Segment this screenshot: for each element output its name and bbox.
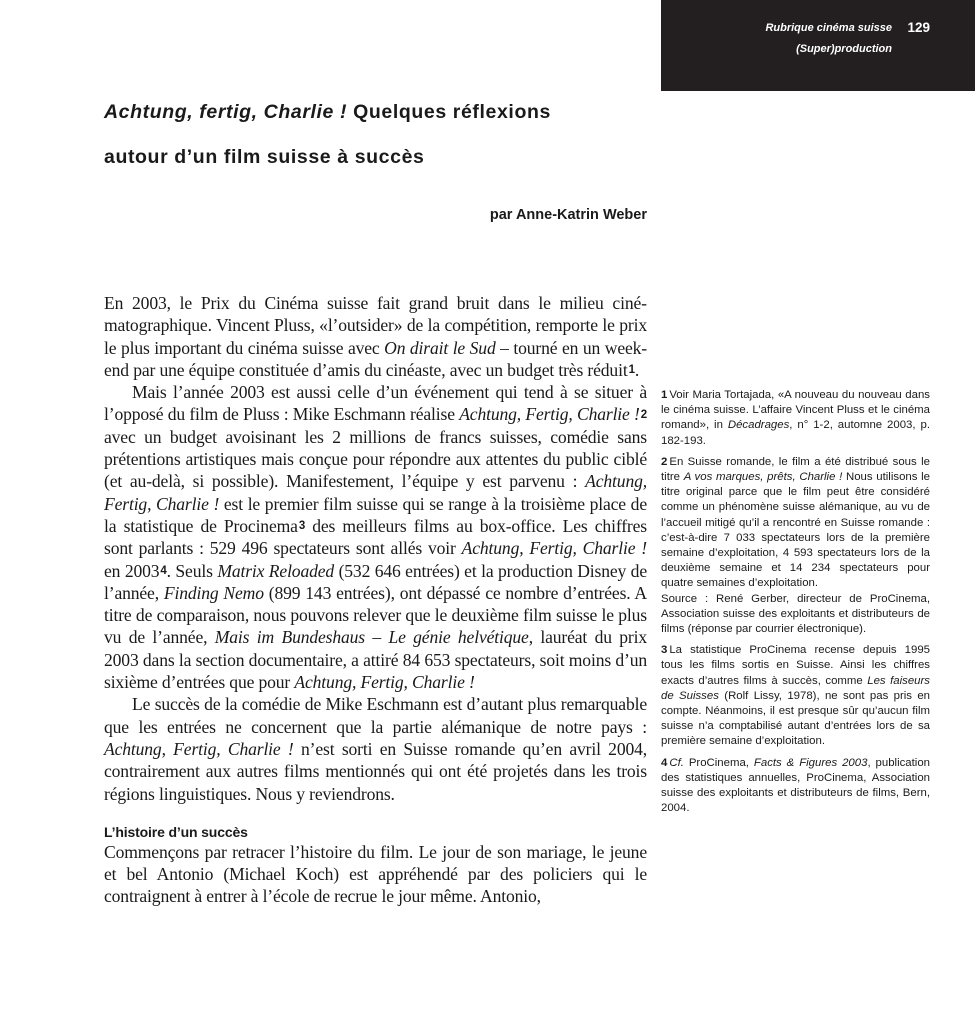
footnote-ref-1[interactable]: 1 bbox=[628, 364, 635, 377]
footnote-source: Source : René Gerber, directeur de ProCinema, Association suisse des exploitants et distributeurs de films (réponse par courrier électronique). bbox=[661, 592, 930, 636]
footnote-4 bbox=[661, 756, 930, 817]
text-run: . bbox=[634, 359, 640, 380]
text-run: est le premier film suisse qui se range à la troisième place de la statistique de Procinema bbox=[104, 493, 647, 536]
section-heading: L’histoire d’un succès bbox=[104, 823, 248, 840]
text-run: avec un budget avoisinant les 2 millions de francs suisses, comédie sans prétentions artistiques mais conçue pour répondre aux attentes du public ciblé (et au-delà, si possible). Manifestement, l’équipe y est parvenu : bbox=[104, 426, 647, 492]
paragraph-3 bbox=[104, 693, 647, 804]
text-run: Mais l’année 2003 est aussi celle d’un événement qui tend à se situer à l’opposé du film de Pluss : Mike Eschmann réalise bbox=[104, 382, 647, 425]
article-title-line-2: autour d’un film suisse à succès bbox=[104, 146, 425, 168]
film-title: Achtung, Fertig, Charlie ! bbox=[461, 538, 647, 559]
text-run: Le succès de la comédie de Mike Eschmann est d’autant plus remarquable que les entrées ne concernent que la partie alémanique de notre pays : bbox=[104, 694, 647, 737]
footnotes-column bbox=[661, 388, 930, 822]
footnote-number: 3 bbox=[661, 644, 668, 657]
film-title: Achtung, Fertig, Charlie ! bbox=[104, 471, 647, 514]
film-title: Achtung, Fertig, Charlie ! bbox=[294, 672, 475, 693]
film-title: Finding Nemo bbox=[163, 582, 264, 603]
footnote-ref-3[interactable]: 3 bbox=[298, 520, 306, 533]
footnote-number: 1 bbox=[661, 389, 668, 401]
footnote-1 bbox=[661, 388, 930, 449]
text-run: – tourné en un week-end par une équipe constituée d’amis du cinéaste, avec un budget très réduit bbox=[104, 337, 647, 380]
film-title: Achtung, Fertig, Charlie ! bbox=[104, 738, 294, 759]
article-title-film: Achtung, fertig, Charlie ! bbox=[104, 101, 348, 123]
footnote-3 bbox=[661, 643, 930, 749]
paragraph-4: Commençons par retracer l’histoire du film. Le jour de son mariage, le jeune et bel Antonio (Michael Koch) est appréhendé par des policiers qui le contraignent à entrer à l’école de recrue le jour même. Antonio, bbox=[104, 841, 647, 907]
running-header bbox=[661, 0, 975, 91]
film-title: Matrix Reloaded bbox=[217, 560, 335, 581]
film-title: Mais im Bundeshaus – Le génie helvétique bbox=[214, 627, 529, 648]
publication-title: Décadrages bbox=[727, 419, 790, 432]
film-title: Achtung, Fertig, Charlie ! bbox=[459, 404, 640, 425]
text-run: Nous utilisons le titre original parce que le film peut être considéré comme un phénomène suisse alémanique, au vu de l’accueil mitigé qu’il a rencontré en Suisse romande : c’est-à-dire 7 033 spectateurs lors de la première semaine d’exploitation, 4 593 spectateurs lors de la deuxième semaine et 14 234 spectateurs pour quatre semaines d’exploitation. bbox=[661, 471, 930, 590]
footnote-number: 4 bbox=[661, 756, 668, 769]
text-run: en 2003 bbox=[104, 560, 160, 581]
article-title bbox=[104, 90, 664, 180]
text-run: En Suisse romande, le film a été distribué sous le titre bbox=[661, 455, 930, 484]
film-title: On dirait le Sud bbox=[384, 337, 496, 358]
footnote-ref-4[interactable]: 4 bbox=[160, 564, 167, 577]
text-run: n’est sorti en Suisse romande qu’en avril 2004, contrairement aux autres films mentionnés qui ont été projetés dans les trois régions linguistiques. Nous y reviendrons. bbox=[104, 738, 648, 804]
text-run: Voir Maria Tortajada, «A nouveau du nouveau dans le cinéma suisse. L’affaire Vincent Pluss et le cinéma romand», in bbox=[661, 389, 930, 432]
text-run: Cf. bbox=[669, 756, 684, 769]
page-number: 129 bbox=[907, 20, 930, 35]
footnote-2 bbox=[661, 455, 930, 637]
text-run: . Seuls bbox=[166, 560, 218, 581]
paragraph-1 bbox=[104, 292, 647, 381]
footnote-number: 2 bbox=[661, 455, 668, 468]
text-run: , lauréat du prix 2003 dans la section documentaire, a attiré 84 653 spectateurs, soit moins d’un sixième d’entrées que pour bbox=[104, 627, 648, 693]
text-run: , publication des statistiques annuelles, ProCinema, Association suisse des exploitants et distributeurs de films, Bern, 2004. bbox=[661, 756, 931, 815]
film-title: A vos marques, prêts, Charlie ! bbox=[683, 471, 843, 484]
footnote-ref-2[interactable]: 2 bbox=[640, 408, 647, 421]
text-run: (532 646 entrées) et la production Disney de l’année, bbox=[104, 560, 647, 603]
text-run: (899 143 entrées), ont dépassé ce nombre d’entrées. A titre de comparaison, nous pouvons relever que le deuxième film suisse le plus vu de l’année, bbox=[104, 582, 647, 648]
text-run: ProCinema, bbox=[683, 756, 754, 769]
text-run: (Rolf Lissy, 1978), ne sont pas pris en compte. Néanmoins, il est presque sûr qu’aucun film suisse n’a comptabilisé autant d’entrées lors de sa première semaine d’exploitation. bbox=[661, 689, 931, 748]
text-run: , n° 1-2, automne 2003, p. 182-193. bbox=[661, 419, 930, 447]
text-run: des meilleurs films au box-office. Les chiffres sont parlants : 529 496 spectateurs sont allés voir bbox=[104, 515, 647, 559]
publication-title: Facts & Figures 2003 bbox=[753, 756, 868, 769]
text-run: La statistique ProCinema recense depuis 1995 tous les films sortis en Suisse. Ainsi les chiffres exacts d’autres films à succès, comme bbox=[661, 644, 930, 687]
running-header-section: (Super)production bbox=[796, 43, 892, 55]
text-run: En 2003, le Prix du Cinéma suisse fait grand bruit dans le milieu cinématographique. Vincent Pluss, «l’outsider» de la compétition, remporte le prix le plus important du cinéma suisse avec bbox=[104, 293, 647, 358]
article-title-rest: Quelques réflexions bbox=[347, 101, 551, 123]
film-title: Les faiseurs de Suisses bbox=[661, 674, 930, 702]
article-body bbox=[104, 292, 647, 908]
running-header-rubrique: Rubrique cinéma suisse bbox=[765, 22, 892, 34]
byline: par Anne-Katrin Weber bbox=[489, 207, 647, 223]
paragraph-2 bbox=[104, 381, 647, 693]
